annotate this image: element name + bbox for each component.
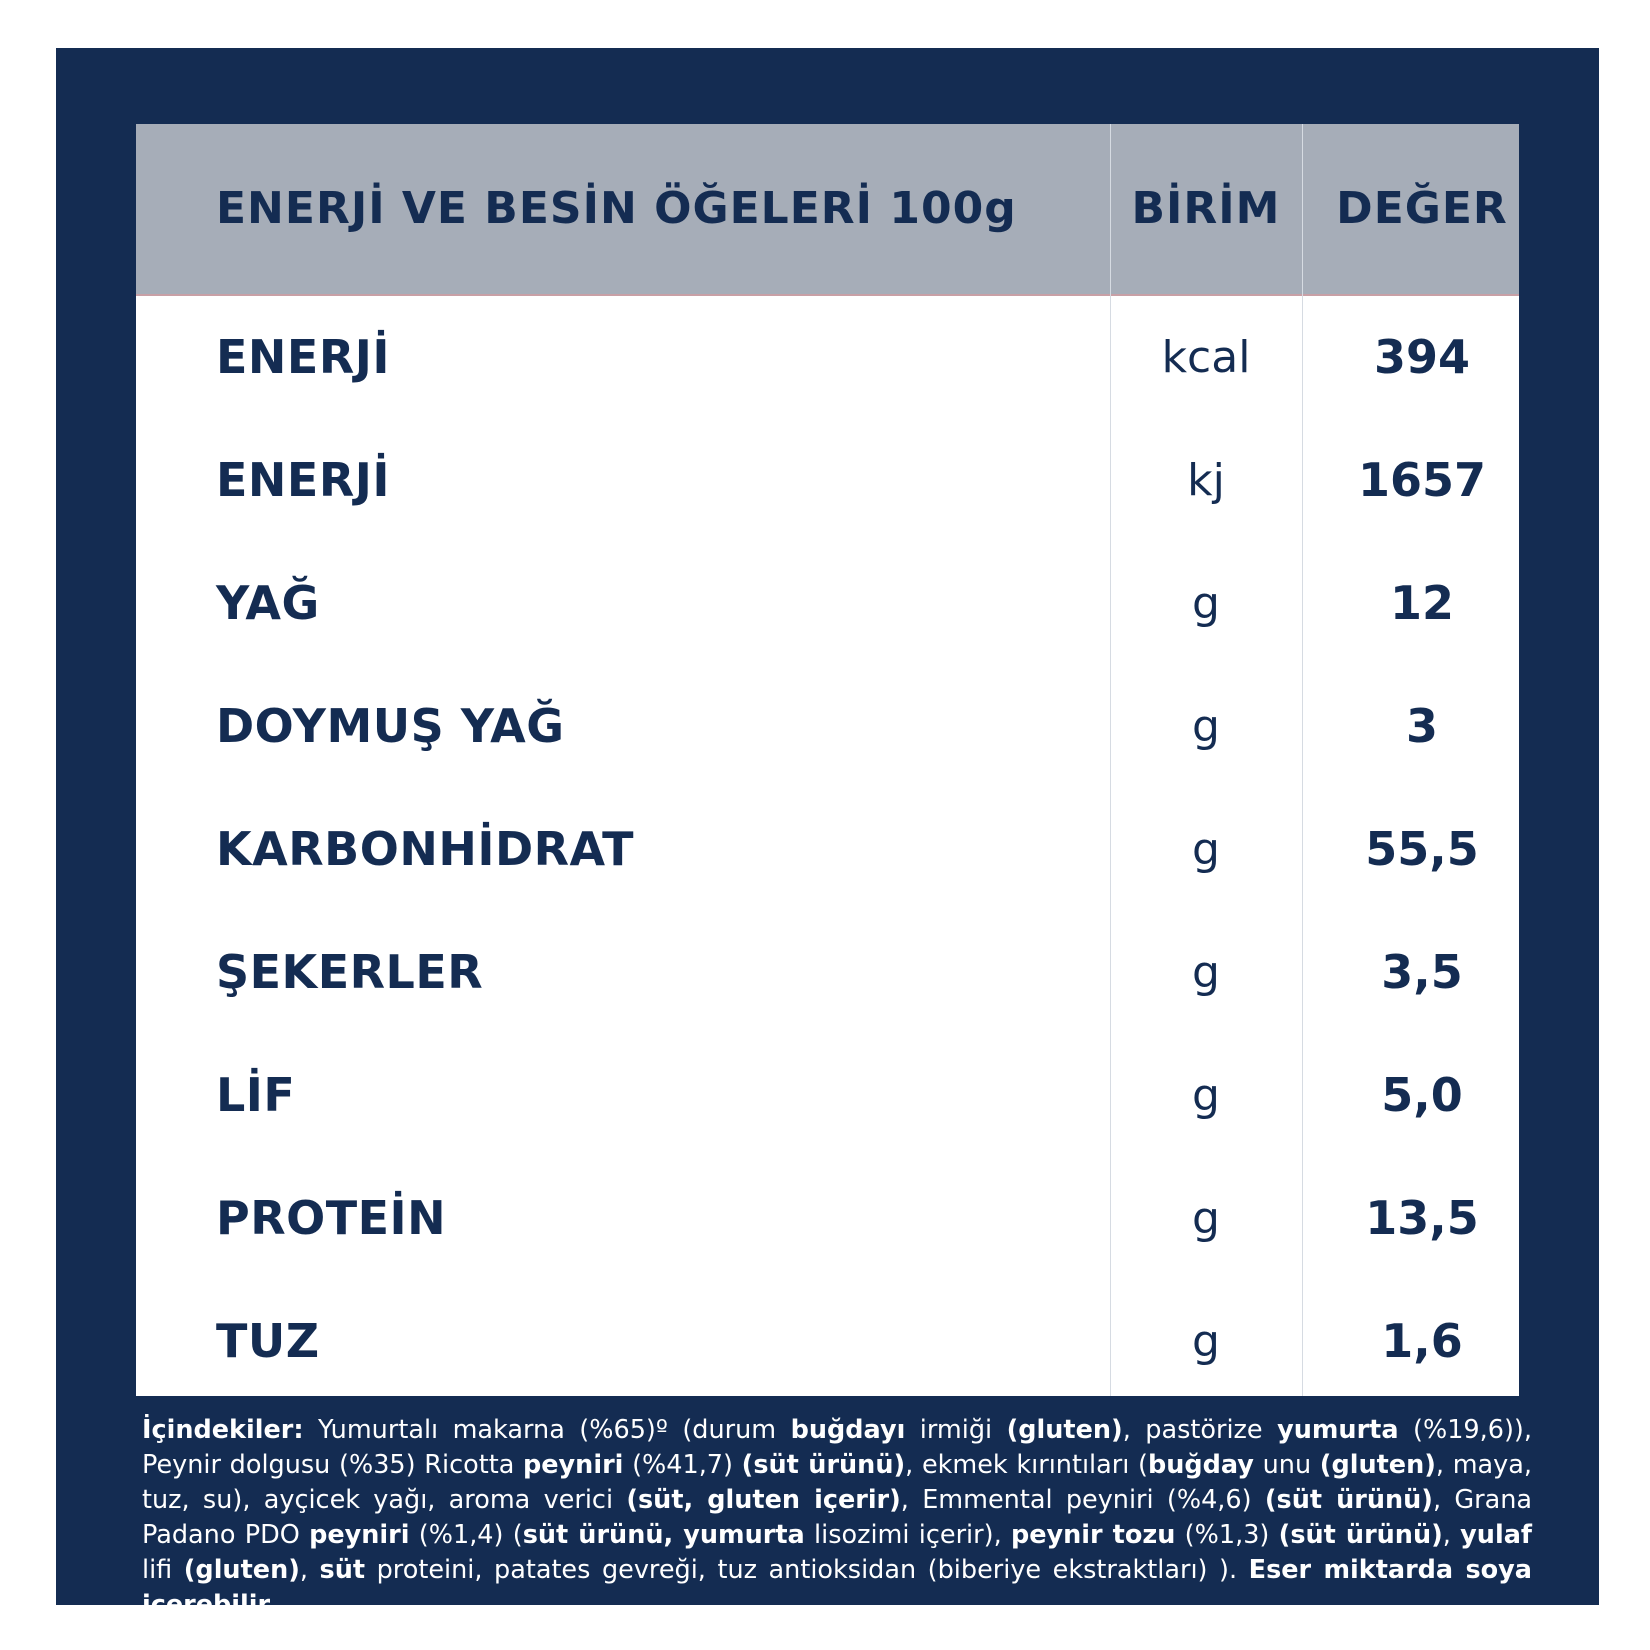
- ingredient-bold-segment: buğdayı: [790, 1415, 906, 1445]
- ingredient-bold-segment: (gluten): [1006, 1415, 1123, 1445]
- ingredient-segment: , pastörize: [1122, 1415, 1278, 1445]
- ingredient-segment: (%19,6)), Peynir dolgusu (%35) Ricotta: [142, 1415, 1532, 1480]
- header-nutrients: ENERJİ VE BESİN ÖĞELERİ 100g: [216, 183, 1017, 234]
- header-unit: BİRİM: [1131, 183, 1281, 234]
- nutrient-unit: kcal: [1161, 332, 1251, 383]
- ingredient-segment: irmiği: [905, 1415, 1007, 1445]
- nutrient-name: DOYMUŞ YAĞ: [216, 699, 565, 753]
- ingredient-bold-segment: (süt ürünü): [741, 1450, 906, 1480]
- nutrient-unit: g: [1192, 1070, 1220, 1121]
- ingredient-segment: , Grana Padano PDO: [142, 1485, 1533, 1550]
- nutrient-value: 12: [1389, 576, 1454, 630]
- nutrient-name: ŞEKERLER: [216, 945, 484, 999]
- ingredient-bold-segment: buğday: [1147, 1450, 1254, 1480]
- nutrient-value: 3: [1405, 699, 1438, 753]
- ingredient-bold-segment: (süt ürünü): [1278, 1520, 1443, 1550]
- ingredient-segment: proteini, patates gevreği, tuz antioksidan (biberiye ekstraktları) ).: [365, 1555, 1249, 1585]
- nutrition-table: [136, 124, 1519, 1396]
- nutrient-value: 1,6: [1381, 1314, 1463, 1368]
- table-row: [136, 542, 1519, 665]
- nutrient-value: 55,5: [1365, 822, 1479, 876]
- table-row: [136, 665, 1519, 788]
- ingredient-segment: , maya, tuz, su), ayçicek yağı, aroma verici: [142, 1450, 1532, 1515]
- nutrient-name: ENERJİ: [216, 330, 390, 384]
- ingredient-segment: (%1,4) (: [409, 1520, 523, 1550]
- nutrient-name: LİF: [216, 1068, 296, 1122]
- ingredient-bold-segment: peynir tozu: [1010, 1520, 1176, 1550]
- table-row: [136, 911, 1519, 1034]
- nutrient-unit: g: [1192, 701, 1220, 752]
- header-value: DEĞER: [1336, 183, 1508, 234]
- nutrient-unit: g: [1192, 1193, 1220, 1244]
- ingredient-segment: ,: [1442, 1520, 1461, 1550]
- ingredient-segment: Yumurtalı makarna (%65)º (durum: [303, 1415, 791, 1445]
- nutrient-value: 3,5: [1381, 945, 1463, 999]
- ingredient-bold-segment: peyniri: [309, 1520, 410, 1550]
- ingredient-bold-segment: yulaf: [1460, 1520, 1532, 1550]
- ingredient-segment: (%41,7): [623, 1450, 742, 1480]
- ingredient-bold-segment: yumurta: [1277, 1415, 1399, 1445]
- ingredient-segment: lisozimi içerir),: [804, 1520, 1011, 1550]
- ingredient-bold-segment: süt ürünü, yumurta: [522, 1520, 805, 1550]
- table-body: [136, 296, 1519, 1403]
- nutrient-name: PROTEİN: [216, 1191, 447, 1245]
- ingredient-segment: , ekmek kırıntıları (: [905, 1450, 1148, 1480]
- ingredient-bold-segment: Eser miktarda soya içerebilir.: [142, 1555, 1532, 1620]
- table-row: [136, 296, 1519, 419]
- ingredient-bold-segment: süt: [319, 1555, 366, 1585]
- column-divider: [1110, 124, 1111, 1396]
- nutrition-panel: [56, 48, 1599, 1620]
- ingredient-bold-segment: (gluten): [1319, 1450, 1436, 1480]
- nutrient-unit: g: [1192, 824, 1220, 875]
- nutrient-value: 394: [1373, 330, 1471, 384]
- ingredient-bold-segment: peyniri: [523, 1450, 624, 1480]
- nutrient-unit: g: [1192, 947, 1220, 998]
- ingredient-bold-segment: (süt ürünü): [1264, 1485, 1433, 1515]
- ingredients-text: [142, 1413, 1532, 1623]
- nutrient-unit: g: [1192, 578, 1220, 629]
- ingredient-bold-segment: (gluten): [183, 1555, 300, 1585]
- ingredient-segment: (%1,3): [1175, 1520, 1279, 1550]
- nutrient-name: TUZ: [216, 1314, 320, 1368]
- ingredient-bold-segment: İçindekiler:: [142, 1415, 304, 1445]
- table-header: [136, 124, 1519, 296]
- ingredient-bold-segment: (süt, gluten içerir): [626, 1485, 901, 1515]
- nutrient-unit: kj: [1187, 455, 1225, 506]
- ingredient-segment: unu: [1253, 1450, 1320, 1480]
- nutrient-name: ENERJİ: [216, 453, 390, 507]
- nutrient-value: 5,0: [1381, 1068, 1463, 1122]
- nutrient-value: 1657: [1357, 453, 1487, 507]
- table-row: [136, 419, 1519, 542]
- ingredient-segment: , Emmental peyniri (%4,6): [900, 1485, 1265, 1515]
- ingredient-segment: ,: [299, 1555, 320, 1585]
- table-row: [136, 1157, 1519, 1280]
- table-row: [136, 1280, 1519, 1403]
- ingredient-segment: lifi: [142, 1555, 184, 1585]
- nutrient-name: KARBONHİDRAT: [216, 822, 634, 876]
- column-divider: [1302, 124, 1303, 1396]
- table-row: [136, 788, 1519, 911]
- nutrient-name: YAĞ: [216, 576, 320, 630]
- nutrient-value: 13,5: [1365, 1191, 1479, 1245]
- nutrient-unit: g: [1192, 1316, 1220, 1367]
- table-row: [136, 1034, 1519, 1157]
